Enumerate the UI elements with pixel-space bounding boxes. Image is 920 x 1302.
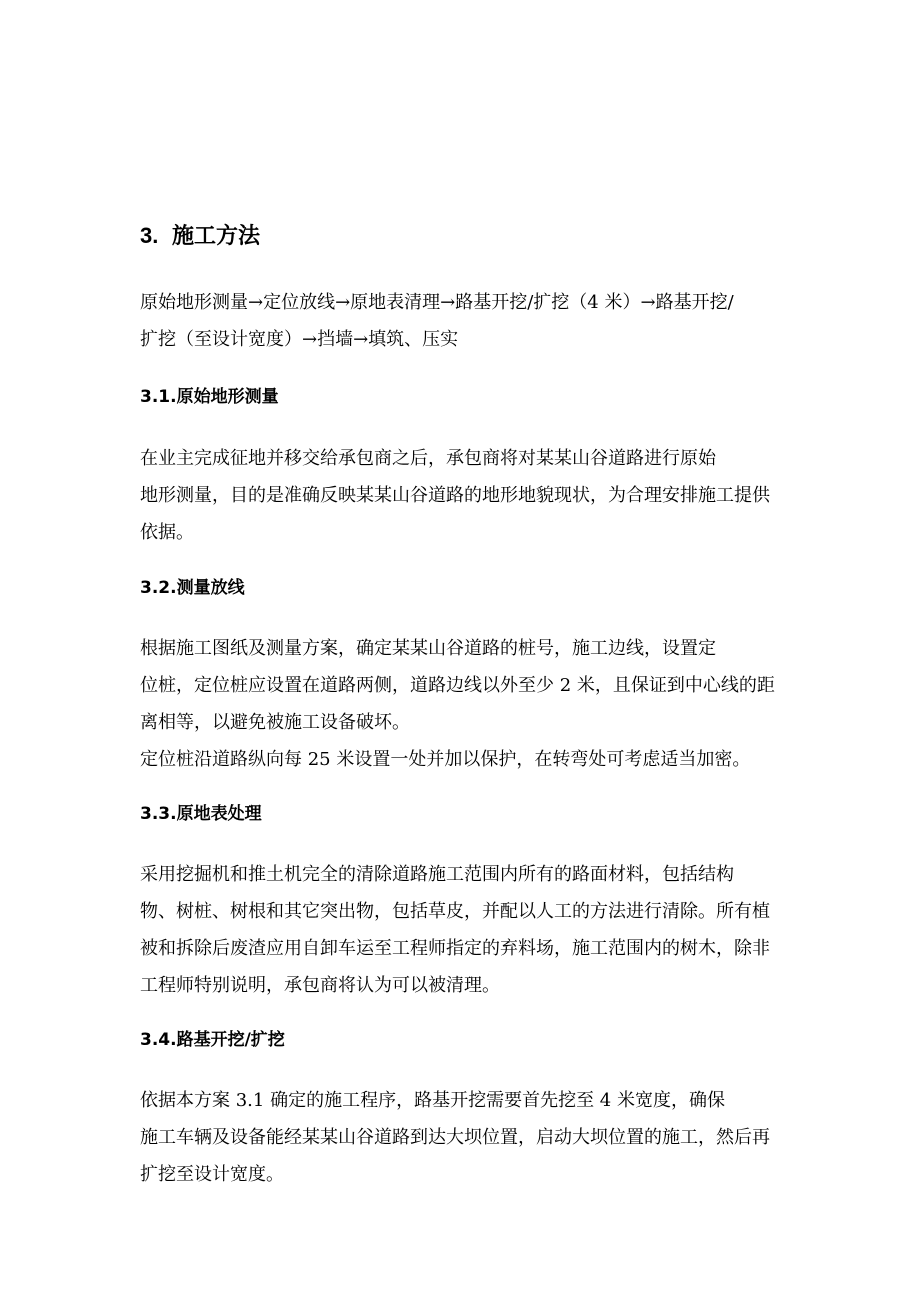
paragraph-line: 依据本方案 3.1 确定的施工程序，路基开挖需要首先挖至 4 米宽度，确保 [140,1090,725,1111]
subsection-heading-3-1: 3.1.原始地形测量 [140,387,279,407]
paragraph-line: 依据。 [140,522,194,543]
paragraph-line: 被和拆除后废渣应用自卸车运至工程师指定的弃料场，施工范围内的树木，除非 [140,938,770,959]
paragraph-line: 位桩，定位桩应设置在道路两侧，道路边线以外至少 2 米，且保证到中心线的距 [140,675,775,696]
paragraph-line: 原始地形测量→定位放线→原地表清理→路基开挖/扩挖（4 米）→路基开挖/ [140,292,734,313]
section-number: 3. [140,223,159,248]
subsection-3-1-paragraph [140,440,790,551]
section-heading [140,221,790,251]
paragraph-line: 根据施工图纸及测量方案，确定某某山谷道路的桩号，施工边线，设置定 [140,638,716,659]
paragraph-line: 离相等，以避免被施工设备破坏。 [140,712,410,733]
subsection-heading-3-2: 3.2.测量放线 [140,578,245,598]
paragraph-line: 扩挖（至设计宽度）→挡墙→填筑、压实 [140,329,459,350]
subsection-3-3-paragraph [140,856,790,1004]
paragraph-line: 扩挖至设计宽度。 [140,1164,284,1185]
process-flow-paragraph [140,284,790,358]
paragraph-line: 施工车辆及设备能经某某山谷道路到达大坝位置，启动大坝位置的施工，然后再 [140,1127,770,1148]
section-title: 施工方法 [172,223,261,249]
paragraph-line: 定位桩沿道路纵向每 25 米设置一处并加以保护，在转弯处可考虑适当加密。 [140,749,751,770]
paragraph-line: 在业主完成征地并移交给承包商之后，承包商将对某某山谷道路进行原始 [140,448,716,469]
paragraph-line: 地形测量，目的是准确反映某某山谷道路的地形地貌现状，为合理安排施工提供 [140,485,770,506]
subsection-3-4-paragraph [140,1082,790,1193]
paragraph-line: 采用挖掘机和推土机完全的清除道路施工范围内所有的路面材料，包括结构 [140,864,734,885]
subsection-heading-3-3: 3.3.原地表处理 [140,804,262,824]
paragraph-line: 物、树桩、树根和其它突出物，包括草皮，并配以人工的方法进行清除。所有植 [140,901,770,922]
paragraph-line: 工程师特别说明，承包商将认为可以被清理。 [140,975,500,996]
subsection-3-2-paragraph [140,630,790,778]
subsection-heading-3-4: 3.4.路基开挖/扩挖 [140,1030,285,1050]
